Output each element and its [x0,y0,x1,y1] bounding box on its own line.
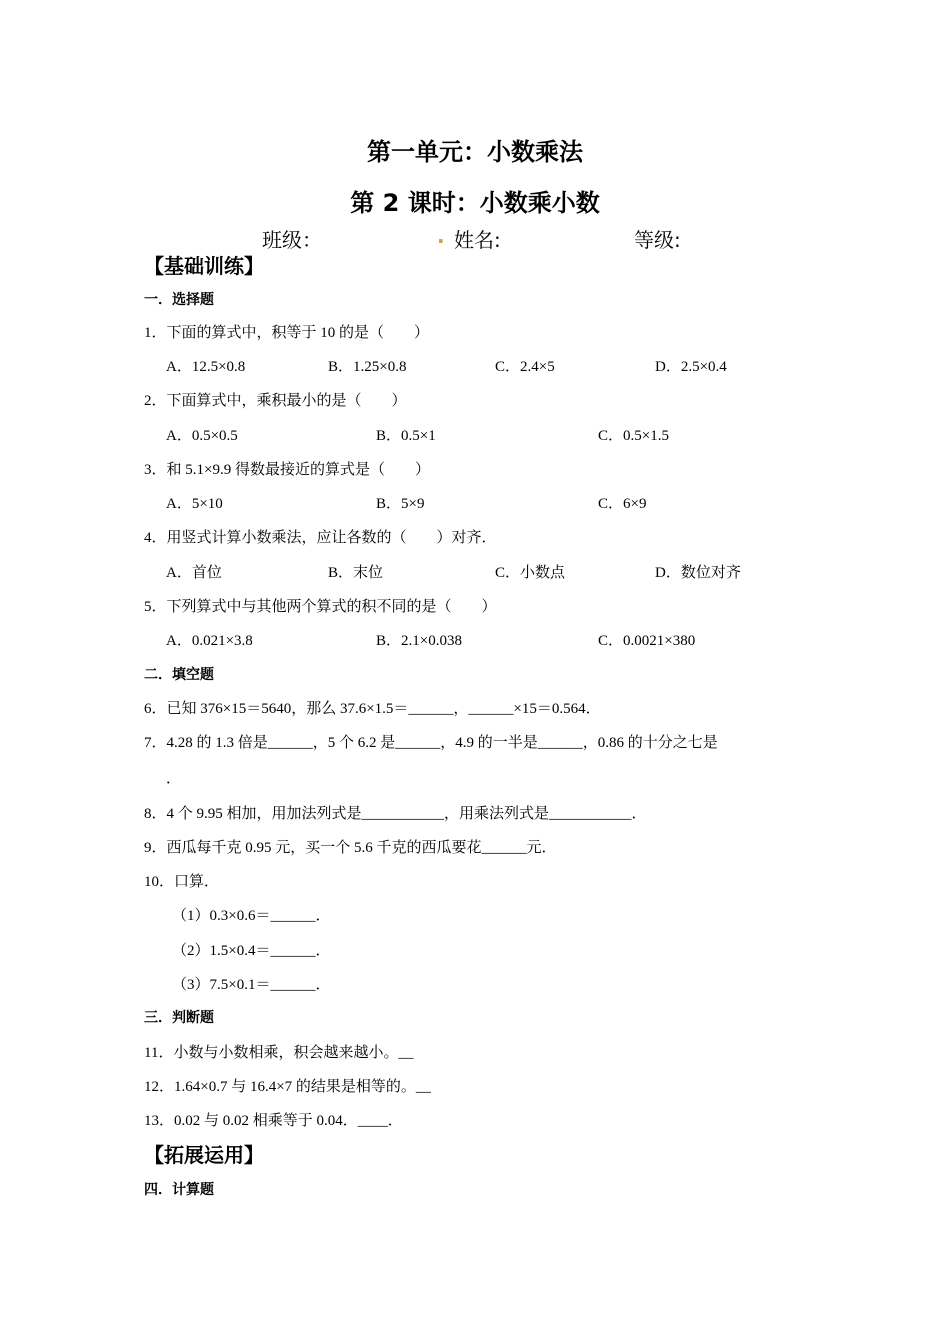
q1-option-a: A．12.5×0.8 [166,359,246,375]
q1-option-d: D．2.5×0.4 [655,359,727,375]
subhead-judge: 三．判断题 [144,1010,214,1026]
question-5: 5．下列算式中与其他两个算式的积不同的是（ ） [144,599,497,615]
q3-option-a: A．5×10 [166,496,223,512]
page-title: 第一单元：小数乘法 [367,138,583,166]
question-7: 7．4.28 的 1.3 倍是______，5 个 6.2 是______，4.9 的一半是______，0.86 的十分之七是 [144,735,718,751]
q2-option-c: C．0.5×1.5 [598,428,669,444]
question-13: 13．0.02 与 0.02 相乘等于 0.04．____． [144,1113,403,1129]
question-8: 8．4 个 9.95 相加，用加法列式是___________，用乘法列式是___________． [144,806,647,822]
question-1: 1．下面的算式中，积等于 10 的是（ ） [144,325,430,341]
q5-option-c: C．0.0021×380 [598,633,696,649]
name-label: 姓名: [454,228,501,252]
q10-item-3: （3）7.5×0.1＝______． [172,977,331,993]
lesson-subtitle: 第 2 课时：小数乘小数 [350,189,600,217]
subhead-fill: 二．填空题 [144,667,214,683]
q2-option-a: A．0.5×0.5 [166,428,238,444]
question-4: 4．用竖式计算小数乘法，应让各数的（ ）对齐． [144,530,497,546]
question-9: 9．西瓜每千克 0.95 元，买一个 5.6 千克的西瓜要花______元． [144,840,557,856]
question-7-continuation: ． [166,771,182,787]
subhead-choice: 一．选择题 [144,292,214,308]
q5-option-a: A．0.021×3.8 [166,633,253,649]
q4-option-d: D．数位对齐 [655,565,741,581]
class-label: 班级： [262,228,322,252]
question-3: 3．和 5.1×9.9 得数最接近的算式是（ ） [144,462,430,478]
section-basic: 【基础训练】 [144,254,264,278]
subhead-calc: 四．计算题 [144,1182,214,1198]
q10-item-2: （2）1.5×0.4＝______． [172,943,331,959]
q5-option-b: B．2.1×0.038 [376,633,462,649]
q3-option-b: B．5×9 [376,496,425,512]
q4-option-b: B．末位 [328,565,384,581]
separator-dot: . [437,224,445,248]
q3-option-c: C．6×9 [598,496,647,512]
question-11: 11．小数与小数相乘，积会越来越小。__ [144,1045,414,1061]
q1-option-c: C．2.4×5 [495,359,555,375]
q10-item-1: （1）0.3×0.6＝______． [172,908,331,924]
q2-option-b: B．0.5×1 [376,428,436,444]
question-10: 10．口算． [144,874,220,890]
question-6: 6．已知 376×15＝5640，那么 37.6×1.5＝______，______×15＝0.564． [144,701,601,717]
grade-label: 等级: [634,228,681,252]
q4-option-c: C．小数点 [495,565,566,581]
question-12: 12．1.64×0.7 与 16.4×7 的结果是相等的。__ [144,1079,431,1095]
section-extend: 【拓展运用】 [144,1143,264,1167]
q1-option-b: B．1.25×0.8 [328,359,407,375]
question-2: 2．下面算式中，乘积最小的是（ ） [144,393,407,409]
q4-option-a: A．首位 [166,565,222,581]
